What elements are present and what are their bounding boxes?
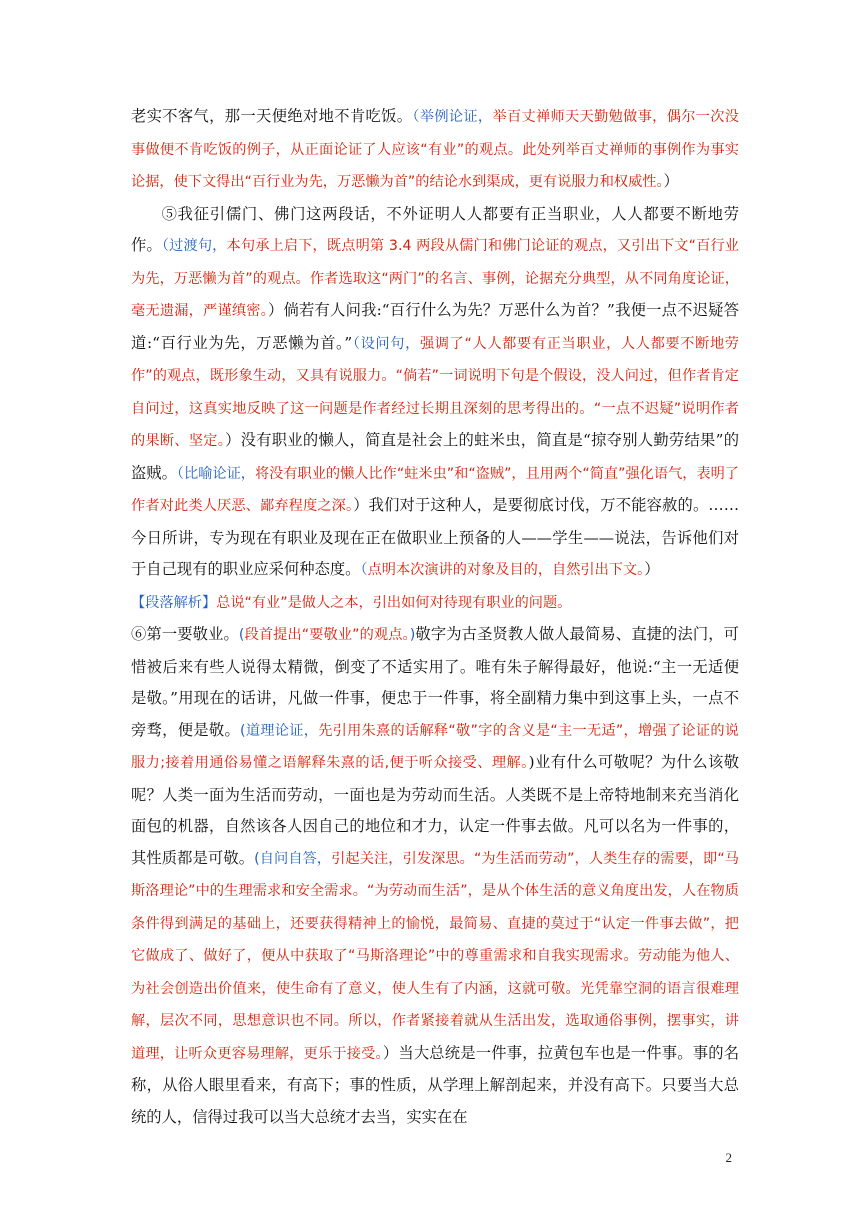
body-text: ） bbox=[663, 172, 679, 190]
annotation-label: ) bbox=[409, 627, 416, 643]
annotation-text: 举百丈禅师天天勤勉做事，偶尔一次没事做便不肯吃饭的例子，从正面论证了人应该“有业”的观点。此处列举百丈禅师的事例作为事实论据，使下文得出“百行业为先，万恶懒为首”的结论水到渠成，更有说服力和权威性。 bbox=[131, 109, 739, 190]
annotation-label: （过渡句， bbox=[161, 238, 227, 254]
body-text: ⑥第一要敬业。 bbox=[131, 625, 239, 643]
body-text: )业有什么可敬呢？为什么该敬呢？人类一面为生活而劳动，一面也是为劳动而生活。人类既不是上帝特地制来充当消化面包的机器，自然该各人因自己的地位和才力，认定一件事去做。凡可以名为一件事的，其性质都是可敬。 bbox=[131, 753, 739, 867]
paragraph-analysis bbox=[131, 587, 739, 620]
body-text: ）我们对于这种人，是要彻底讨伐，万不能容赦的。……今日所讲，专为现在有职业及现在正在做职业上预备的人——学生——说法，告诉他们对于自己现有的职业应采何种态度。 bbox=[131, 496, 739, 578]
annotation-label: （举例论证， bbox=[412, 109, 493, 125]
body-text: ）没有职业的懒人，简直是社会上的蛀米虫，简直是“掠夺别人勤劳结果”的盗贼。 bbox=[131, 431, 739, 482]
paragraph-continued bbox=[131, 101, 739, 199]
body-text: ）倘若有人问我:“百行什么为先？万恶什么为首？”我便一点不迟疑答道:“百行业为先，万恶懒为首。” bbox=[131, 301, 739, 352]
annotation-text: 点明本次演讲的对象及目的，自然引出下文。 bbox=[367, 562, 645, 578]
analysis-text: 总说“有业”是做人之本，引出如何对待现有职业的问题。 bbox=[216, 594, 572, 611]
annotation-text: 引起关注，引发深思。“为生活而劳动”，人类生存的需要，即“马斯洛理论”中的生理需求和安全需求。“为劳动而生活”，是从个体生活的意义角度出发，人在物质条件得到满足的基础上，还要获得精神上的愉悦，最简易、直捷的莫过于“认定一件事去做”，把它做成了、做好了，便从中获取了“马斯洛理论”中的尊重需求和自我实现需求。劳动能为他人、为社会创造出价值来，使生命有了意义，使人生有了内涵，这就可敬。光凭靠空洞的语言很难理解，层次不同，思想意识也不同。所以，作者紧接着就从生活出发，选取通俗事例，摆事实，讲道理，让听众更容易理解，更乐于接受。 bbox=[131, 850, 739, 1062]
annotation-label: （比喻论证， bbox=[176, 465, 255, 482]
body-text: ）当大总统是一件事，拉黄包车也是一件事。事的名称，从俗人眼里看来，有高下；事的性质，从学理上解剖起来，并没有高下。只要当大总统的人，信得过我可以当大总统才去当，实实在在 bbox=[131, 1043, 739, 1126]
body-text: ） bbox=[644, 560, 660, 578]
annotation-text: 强调了“人人都要有正当职业，人人都要不断地劳作”的观点，既形象生动，又具有说服力。“倘若”一词说明下句是个假设，没人问过，但作者肯定自问过，这真实地反映了这一问题是作者经过长期且深刻的思考得出的。“一点不迟疑”说明作者的果断、坚定。 bbox=[131, 335, 739, 449]
annotation-text: 段首提出“要敬业”的观点。 bbox=[244, 627, 410, 643]
analysis-label: 【段落解析】 bbox=[131, 594, 217, 611]
page-number: 2 bbox=[725, 1150, 732, 1165]
annotation-label: （设问句， bbox=[352, 335, 420, 352]
annotation-text: 将没有职业的懒人比作“蛀米虫”和“盗贼”，且用两个“简直”强化语气，表明了作者对此类人厌恶、鄙弃程度之深。 bbox=[131, 465, 739, 514]
annotation-label: （ bbox=[360, 562, 368, 578]
annotation-text: 本句承上启下，既点明第 3.4 两段从儒门和佛门论证的观点，又引出下文“百行业为先，万恶懒为首”的观点。作者选取这“两门”的名言、事例，论据充分典型，从不同角度论证，毫无遗漏，严谨缜密。 bbox=[131, 238, 739, 319]
body-text: 敬字为古圣贤教人做人最简易、直捷的法门，可惜被后来有些人说得太精微，倒变了不适实用了。唯有朱子解得最好，他说:“主一无适便是敬。”用现在的话讲，凡做一件事，便忠于一件事，将全副精力集中到这事上头，一点不旁骛，便是敬。 bbox=[131, 625, 739, 739]
document-body bbox=[131, 101, 739, 1133]
paragraph-6 bbox=[131, 619, 739, 1133]
paragraph-5 bbox=[131, 199, 739, 587]
body-text: ⑤我征引儒门、佛门这两段话，不外证明人人都要有正当职业，人人都要不断地劳作。 bbox=[131, 204, 739, 254]
body-text: 老实不客气，那一天便绝对地不肯吃饭。 bbox=[131, 107, 413, 125]
annotation-text: 先引用朱熹的话解释“敬”字的含义是“主一无适”，增强了论证的说服力;接着用通俗易懂之语解释朱熹的话,便于听众接受、理解。 bbox=[131, 722, 739, 771]
annotation-label: (道理论证， bbox=[240, 722, 319, 739]
annotation-label: ( bbox=[238, 627, 245, 643]
annotation-label: (自问自答， bbox=[254, 850, 332, 867]
